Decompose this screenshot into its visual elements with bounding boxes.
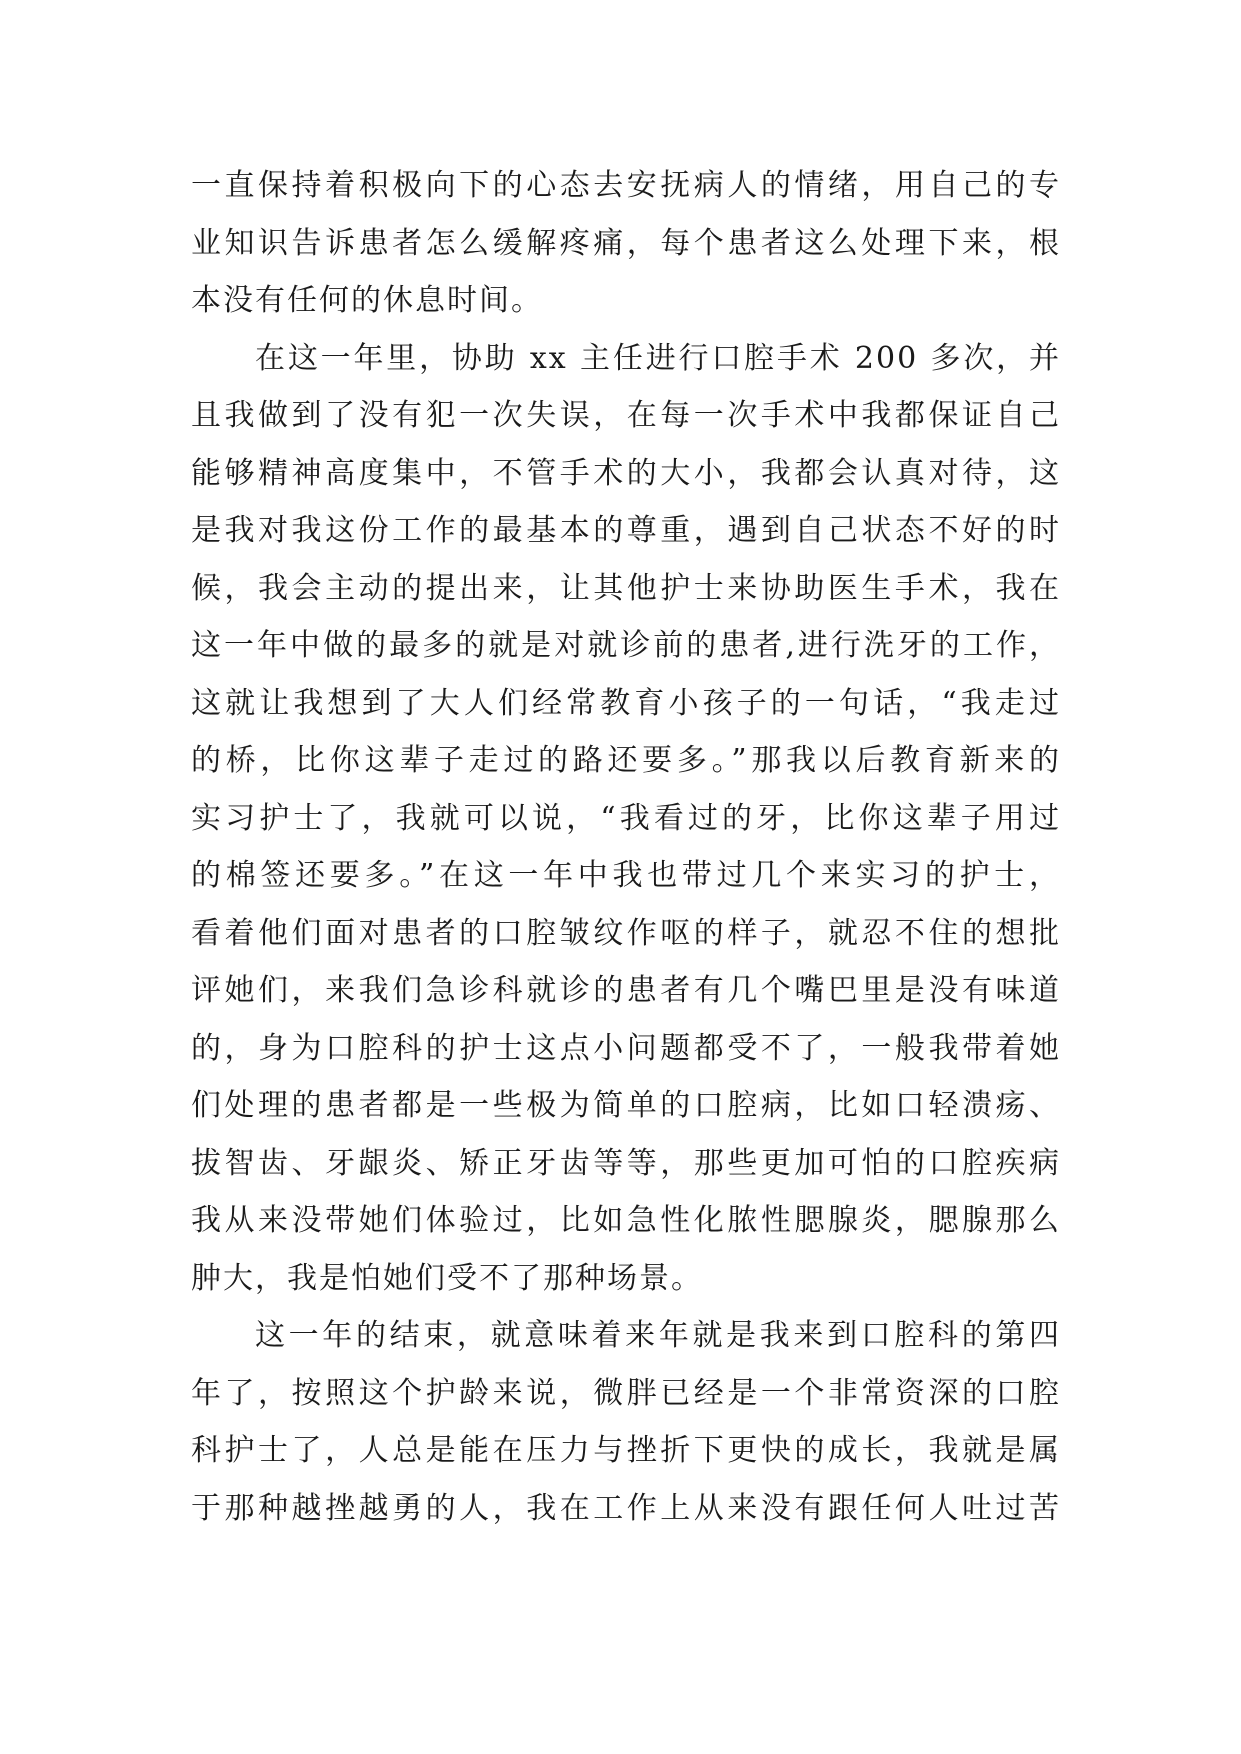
text-line: 们处理的患者都是一些极为简单的口腔病，比如口轻溃疡、 bbox=[191, 1088, 1061, 1123]
text-line: 评她们，来我们急诊科就诊的患者有几个嘴巴里是没有味道 bbox=[191, 973, 1061, 1008]
text-line: 年了，按照这个护龄来说，微胖已经是一个非常资深的口腔 bbox=[191, 1375, 1061, 1411]
text-line: 一直保持着积极向下的心态去安抚病人的情绪，用自己的专 bbox=[191, 168, 1061, 203]
text-line: 拔智齿、牙龈炎、矫正牙齿等等，那些更加可怕的口腔疾病 bbox=[191, 1145, 1061, 1181]
text-line: 能够精神高度集中，不管手术的大小，我都会认真对待，这 bbox=[191, 455, 1061, 491]
text-line: 这就让我想到了大人们经常教育小孩子的一句话，“我走过 bbox=[191, 685, 1061, 721]
text-line: 本没有任何的休息时间。 bbox=[191, 283, 543, 318]
document-body bbox=[191, 157, 1061, 1537]
text-line: 肿大，我是怕她们受不了那种场景。 bbox=[191, 1260, 703, 1296]
text-line: 候，我会主动的提出来，让其他护士来协助医生手术，我在 bbox=[191, 570, 1061, 606]
text-line: 的桥，比你这辈子走过的路还要多。”那我以后教育新来的 bbox=[191, 743, 1061, 778]
text-line: 科护士了，人总是能在压力与挫折下更快的成长，我就是属 bbox=[191, 1433, 1061, 1468]
paragraph-first-line: 在这一年里，协助 xx 主任进行口腔手术 200 多次，并 bbox=[255, 340, 1061, 376]
text-line: 我从来没带她们体验过，比如急性化脓性腮腺炎，腮腺那么 bbox=[191, 1203, 1061, 1238]
text-line: 的，身为口腔科的护士这点小问题都受不了，一般我带着她 bbox=[191, 1030, 1061, 1066]
text-line: 这一年中做的最多的就是对就诊前的患者,进行洗牙的工作， bbox=[191, 628, 1061, 663]
text-line: 是我对我这份工作的最基本的尊重，遇到自己状态不好的时 bbox=[191, 513, 1061, 548]
text-line: 业知识告诉患者怎么缓解疼痛，每个患者这么处理下来，根 bbox=[191, 225, 1061, 261]
text-line: 看着他们面对患者的口腔皱纹作呕的样子，就忍不住的想批 bbox=[191, 915, 1061, 951]
text-line: 于那种越挫越勇的人，我在工作上从来没有跟任何人吐过苦 bbox=[191, 1490, 1061, 1526]
text-line: 实习护士了，我就可以说，“我看过的牙，比你这辈子用过 bbox=[191, 800, 1061, 836]
paragraph-first-line: 这一年的结束，就意味着来年就是我来到口腔科的第四 bbox=[255, 1318, 1061, 1353]
text-line: 且我做到了没有犯一次失误，在每一次手术中我都保证自己 bbox=[191, 398, 1061, 433]
text-line: 的棉签还要多。”在这一年中我也带过几个来实习的护士， bbox=[191, 858, 1061, 893]
